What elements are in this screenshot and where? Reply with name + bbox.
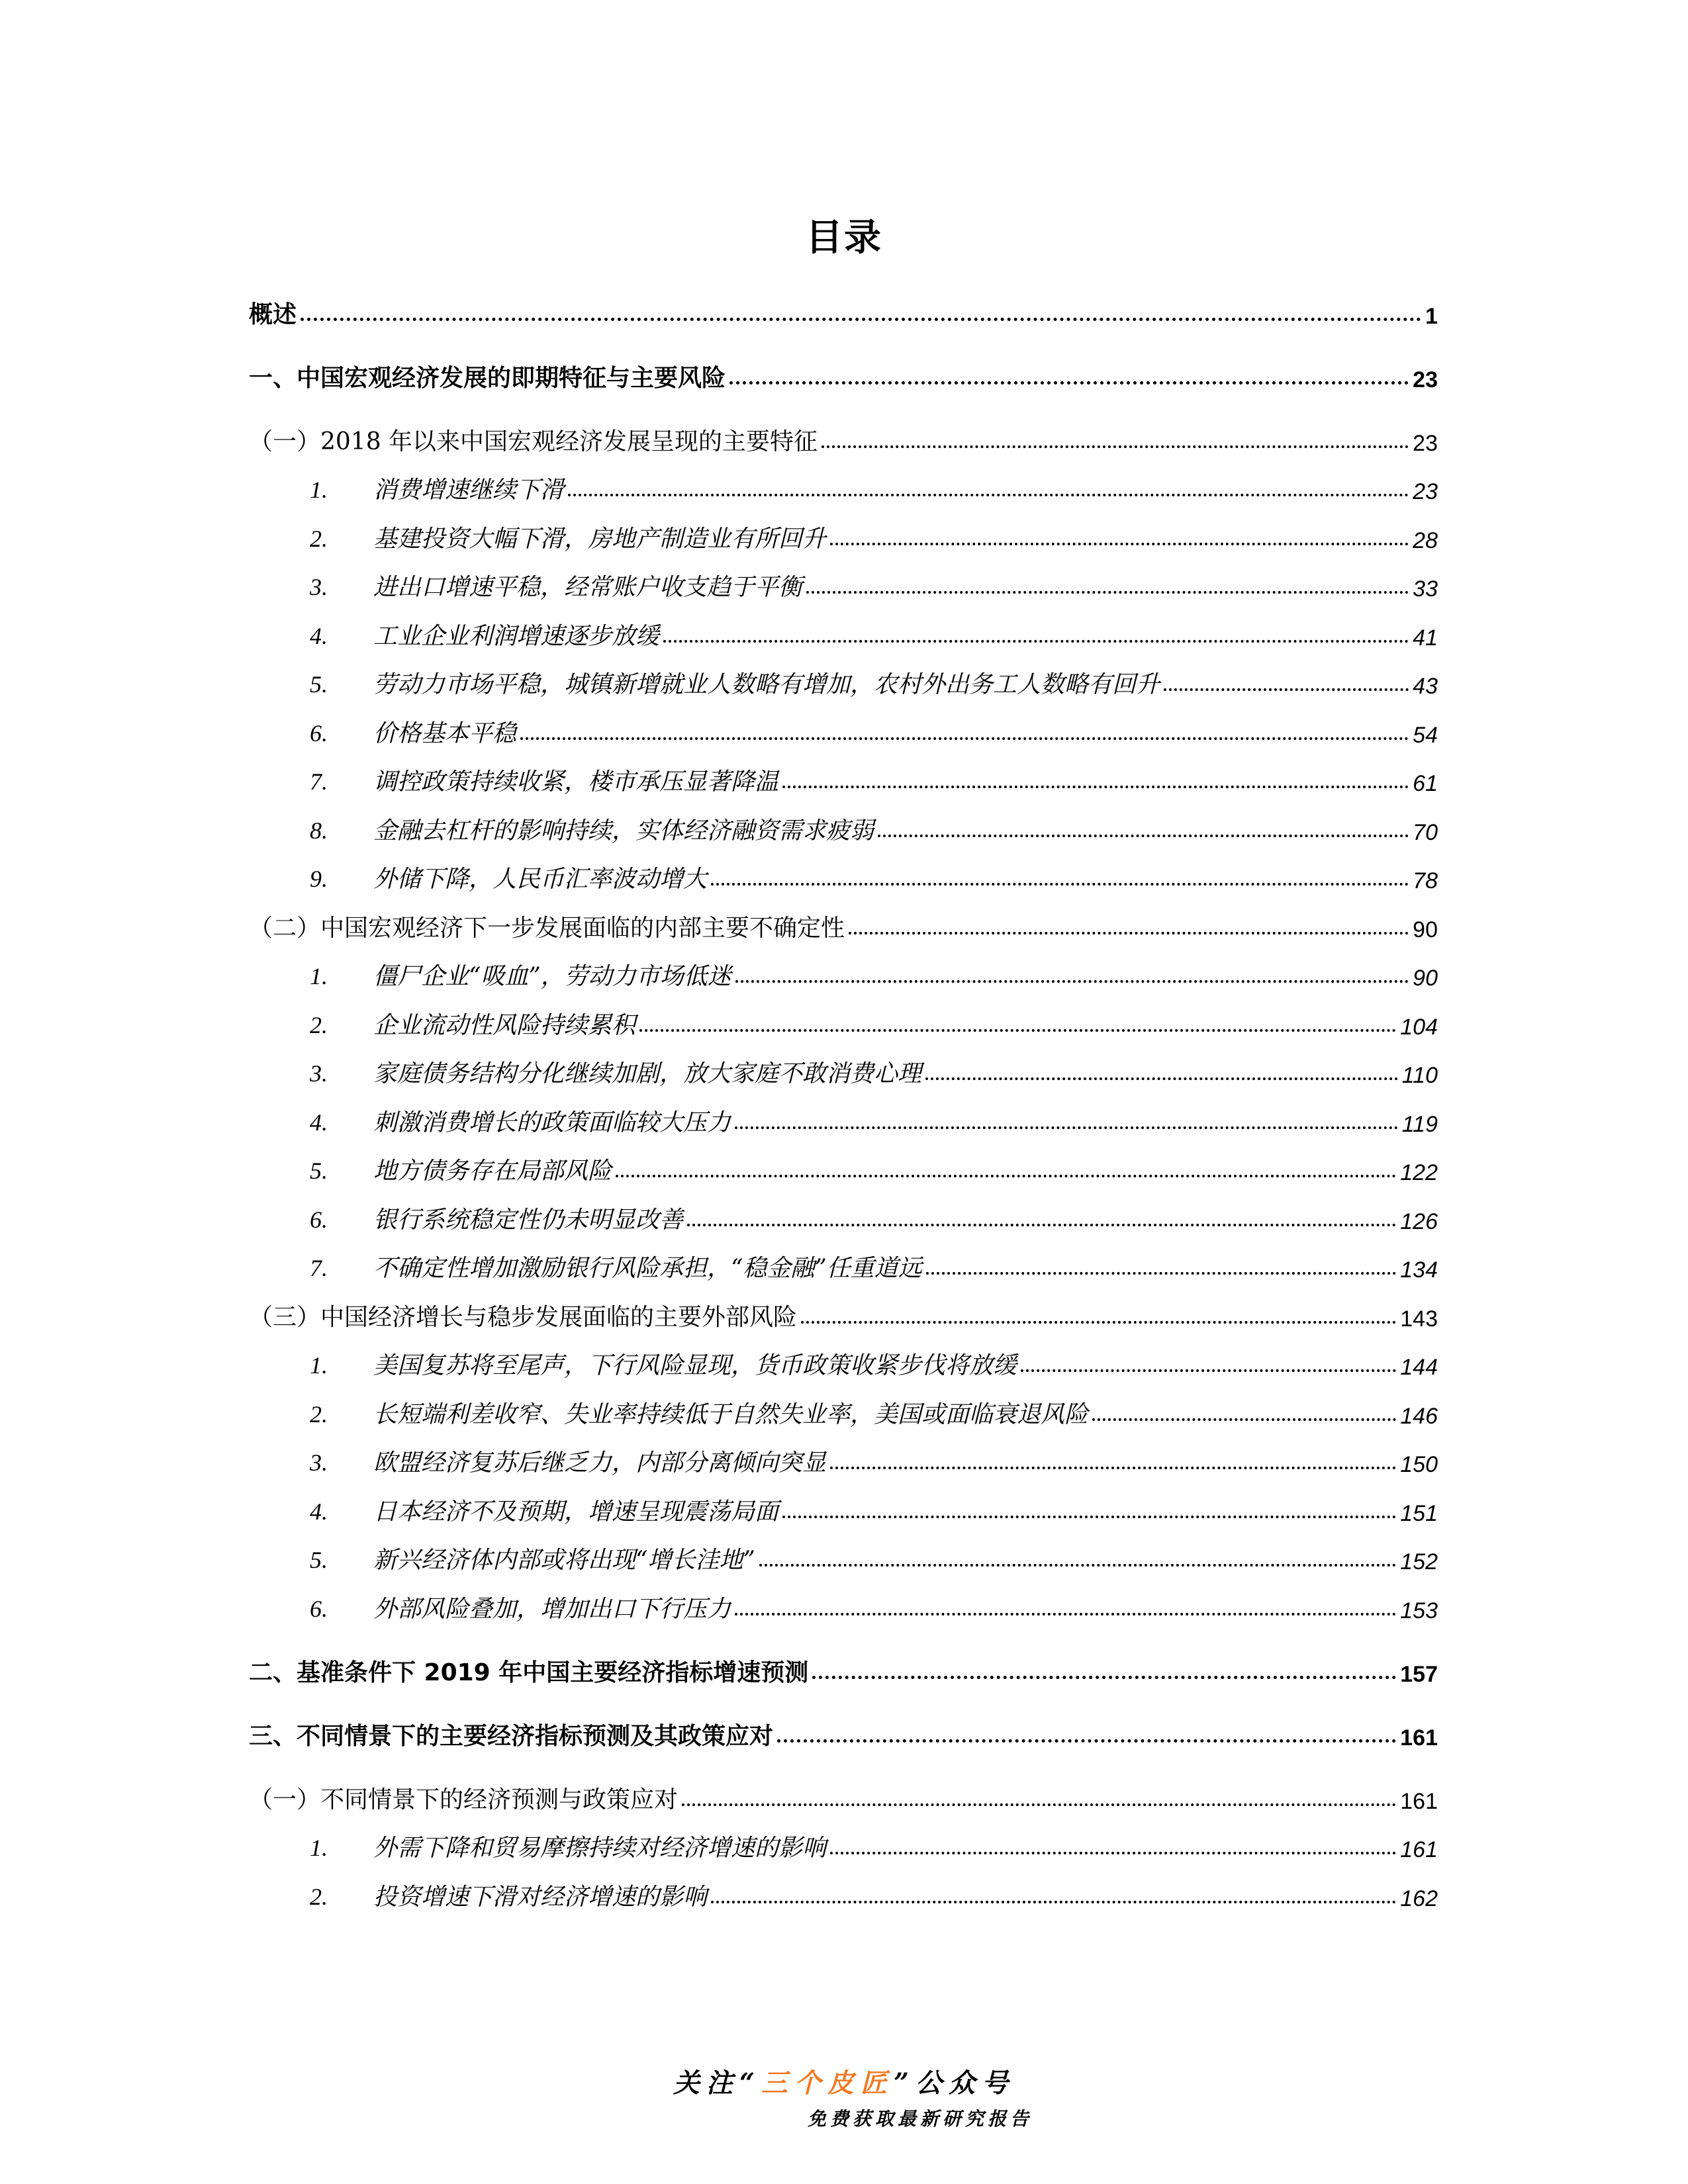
footer-highlight: 三个皮匠: [761, 2068, 894, 2099]
toc-dot-leader: [806, 591, 1409, 594]
toc-dot-leader: [1092, 1418, 1396, 1421]
toc-entry-label: [249, 520, 826, 554]
toc-entry-label: [249, 1444, 826, 1478]
toc-entry-text: 外部风险叠加，增加出口下行压力: [373, 1596, 731, 1623]
toc-page-number: 150: [1400, 1452, 1438, 1477]
toc-dot-leader: [1021, 1369, 1396, 1372]
toc-page-number: 1: [1425, 304, 1438, 329]
toc-entry-number: 6.: [310, 720, 328, 747]
toc-entry-text: （三）中国经济增长与稳步发展面临的主要外部风险: [249, 1304, 798, 1331]
toc-entry-text: 家庭债务结构分化继续加剧，放大家庭不敢消费心理: [373, 1060, 922, 1087]
toc-entry-text: （一）2018 年以来中国宏观经济发展呈现的主要特征: [249, 428, 818, 455]
toc-entry-text: 消费增速继续下滑: [373, 477, 565, 504]
toc-entry[interactable]: [249, 1001, 1438, 1040]
toc-page-number: 144: [1400, 1355, 1438, 1380]
toc-entry-label: [249, 909, 845, 943]
toc-page-number: 152: [1400, 1549, 1438, 1574]
toc-entry-number: 7.: [310, 1255, 328, 1281]
toc-entry-label: [249, 1717, 773, 1751]
toc-entry[interactable]: [249, 757, 1438, 797]
toc-entry-label: [249, 1104, 731, 1138]
toc-page-number: 41: [1413, 625, 1438, 651]
toc-entry-label: [249, 1781, 678, 1815]
toc-entry-number: 3.: [310, 1449, 328, 1476]
toc-entry-number: 4.: [310, 623, 328, 649]
toc-page-number: 122: [1400, 1160, 1438, 1185]
toc-page-number: 23: [1413, 367, 1438, 392]
toc-entry-number: 5.: [310, 671, 328, 698]
toc-entry-text: 基建投资大幅下滑，房地产制造业有所回升: [373, 525, 827, 553]
toc-entry-label: [249, 1152, 612, 1186]
toc-entry-label: [249, 1007, 635, 1040]
toc-dot-leader: [801, 1321, 1396, 1324]
toc-entry-text: （二）中国宏观经济下一步发展面临的内部主要不确定性: [249, 915, 845, 942]
footer-suffix: ”公众号: [894, 2068, 1015, 2099]
toc-dot-leader: [520, 737, 1409, 740]
toc-entry[interactable]: [249, 1487, 1438, 1527]
toc-dot-leader: [735, 1613, 1396, 1615]
toc-dot-leader: [782, 1516, 1396, 1518]
toc-entry[interactable]: [249, 563, 1438, 602]
toc-page-number: 157: [1400, 1662, 1438, 1687]
toc-entry-number: 1.: [310, 477, 328, 503]
toc-page-number: 54: [1413, 723, 1438, 748]
toc-entry-number: 6.: [310, 1206, 328, 1233]
toc-entry[interactable]: [249, 514, 1438, 554]
toc-entry[interactable]: [249, 1711, 1438, 1751]
toc-entry[interactable]: [249, 1341, 1438, 1381]
toc-entry-text: 金融去杠杆的影响持续，实体经济融资需求疲弱: [373, 817, 874, 844]
toc-entry-label: [249, 1347, 1017, 1381]
toc-dot-leader: [735, 1126, 1398, 1129]
toc-page-number: 143: [1400, 1306, 1438, 1332]
toc-entry-text: 刺激消费增长的政策面临较大压力: [373, 1109, 731, 1136]
toc-entry[interactable]: [249, 1872, 1438, 1912]
toc-dot-leader: [830, 543, 1409, 545]
toc-entry-number: 8.: [310, 817, 328, 844]
toc-entry-text: 进出口增速平稳，经常账户收支趋于平衡: [373, 574, 803, 601]
footer-promo: [0, 2065, 1688, 2102]
toc-entry[interactable]: [249, 290, 1438, 330]
toc-entry[interactable]: [249, 709, 1438, 749]
toc-entry-label: [249, 1201, 683, 1235]
toc-page-number: 162: [1400, 1886, 1438, 1911]
toc-entry-text: 三、不同情景下的主要经济指标预测及其政策应对: [249, 1723, 774, 1750]
toc-entry-number: 4.: [310, 1498, 328, 1525]
toc-entry[interactable]: [249, 1438, 1438, 1478]
toc-entry-text: 欧盟经济复苏后继乏力，内部分离倾向突显: [373, 1449, 827, 1477]
toc-entry-number: 4.: [310, 1109, 328, 1136]
footer-prefix: 关注“: [673, 2068, 761, 2099]
toc-entry[interactable]: [249, 1195, 1438, 1235]
toc-entry-label: [249, 1654, 808, 1688]
toc-dot-leader: [782, 786, 1409, 788]
toc-entry-number: 6.: [310, 1596, 328, 1622]
toc-page-number: 161: [1400, 1725, 1438, 1751]
toc-entry-label: [249, 471, 564, 505]
toc-entry-number: 1.: [310, 1352, 328, 1379]
toc-page-number: 146: [1400, 1404, 1438, 1429]
toc-entry-label: [249, 359, 726, 393]
toc-page-number: 161: [1400, 1837, 1438, 1862]
toc-entry[interactable]: [249, 903, 1438, 943]
toc-entry-label: [249, 1250, 922, 1283]
toc-dot-leader: [830, 1852, 1396, 1854]
toc-entry-label: [249, 1541, 755, 1575]
toc-page-number: 119: [1401, 1112, 1438, 1137]
toc-dot-leader: [821, 445, 1409, 448]
toc-page-number: 153: [1400, 1598, 1438, 1623]
toc-entry[interactable]: [249, 1775, 1438, 1815]
toc-entry-label: [249, 763, 778, 797]
toc-dot-leader: [663, 640, 1409, 643]
toc-dot-leader: [682, 1803, 1396, 1806]
toc-page-number: 78: [1413, 868, 1438, 893]
toc-dot-leader: [729, 381, 1409, 385]
toc-dot-leader: [925, 1077, 1398, 1080]
toc-entry-number: 1.: [310, 1835, 328, 1861]
toc-entry-text: 日本经济不及预期，增速呈现震荡局面: [373, 1498, 779, 1525]
toc-entry[interactable]: [249, 612, 1438, 651]
toc-entry-text: 概述: [249, 301, 297, 328]
toc-entry-text: 银行系统稳定性仍未明显改善: [373, 1206, 684, 1234]
toc-entry-label: [249, 423, 818, 457]
toc-dot-leader: [568, 494, 1409, 496]
toc-page-number: 90: [1413, 917, 1438, 942]
toc-page-number: 61: [1413, 771, 1438, 796]
toc-page-number: 43: [1413, 674, 1438, 699]
toc-entry-text: 地方债务存在局部风险: [373, 1158, 612, 1185]
toc-entry-number: 1.: [310, 963, 328, 989]
toc-entry-number: 7.: [310, 768, 328, 795]
toc-entry[interactable]: [249, 854, 1438, 894]
toc-entry-text: 投资增速下滑对经济增速的影响: [373, 1884, 708, 1911]
toc-entry[interactable]: [249, 1244, 1438, 1283]
toc-entry-text: 劳动力市场平稳，城镇新增就业人数略有增加，农村外出务工人数略有回升: [373, 671, 1160, 698]
toc-entry[interactable]: [249, 1535, 1438, 1575]
toc-entry-label: [249, 1493, 778, 1527]
toc-entry[interactable]: [249, 660, 1438, 700]
toc-entry-number: 5.: [310, 1158, 328, 1184]
toc-page-number: 126: [1400, 1209, 1438, 1234]
toc-entry-label: [249, 860, 707, 894]
toc-page-number: 33: [1413, 576, 1438, 602]
toc-entry[interactable]: [249, 1390, 1438, 1430]
toc-entry-label: [249, 715, 516, 749]
toc-entry-text: 新兴经济体内部或将出现“增长洼地”: [373, 1547, 755, 1574]
toc-entry-label: [249, 1590, 731, 1624]
toc-entry-text: 一、中国宏观经济发展的即期特征与主要风险: [249, 365, 726, 392]
toc-dot-leader: [849, 932, 1409, 934]
toc-entry-label: [249, 1298, 797, 1332]
toc-entry[interactable]: [249, 1648, 1438, 1688]
toc-entry[interactable]: [249, 417, 1438, 457]
toc-page-number: 28: [1413, 528, 1438, 553]
toc-page-number: 70: [1413, 820, 1438, 845]
toc-entry-number: 2.: [310, 1884, 328, 1910]
toc-entry[interactable]: [249, 1098, 1438, 1138]
toc-entry-text: 企业流动性风险持续累积: [373, 1012, 636, 1039]
toc-page-number: 161: [1400, 1789, 1438, 1814]
toc-entry-number: 5.: [310, 1547, 328, 1573]
toc-dot-leader: [1164, 688, 1409, 691]
toc-entry-label: [249, 1055, 921, 1089]
toc-dot-leader: [735, 980, 1409, 983]
toc-page-number: 110: [1401, 1063, 1438, 1088]
toc-entry-number: 9.: [310, 866, 328, 892]
toc-dot-leader: [711, 1901, 1396, 1903]
toc-entry[interactable]: [249, 1293, 1438, 1332]
toc-entry-label: [249, 812, 874, 846]
toc-entry-number: 2.: [310, 1012, 328, 1038]
toc-entry-label: [249, 666, 1160, 700]
toc-dot-leader: [759, 1564, 1396, 1567]
toc-entry-label: [249, 569, 802, 602]
toc-dot-leader: [878, 835, 1409, 837]
toc-entry[interactable]: [249, 1584, 1438, 1624]
toc-page-number: 90: [1413, 966, 1438, 991]
toc-entry-label: [249, 1396, 1088, 1430]
toc-dot-leader: [926, 1272, 1396, 1275]
toc-entry[interactable]: [249, 465, 1438, 505]
toc-page-number: 134: [1400, 1257, 1438, 1283]
toc-entry-text: 长短端利差收窄、失业率持续低于自然失业率，美国或面临衰退风险: [373, 1401, 1089, 1428]
toc-entry-text: 美国复苏将至尾声，下行风险显现，货币政策收紧步伐将放缓: [373, 1352, 1017, 1379]
toc-dot-leader: [639, 1029, 1396, 1032]
toc-entry[interactable]: [249, 1146, 1438, 1186]
toc-entry-label: [249, 617, 659, 651]
toc-dot-leader: [301, 318, 1421, 321]
toc-page-number: 104: [1400, 1015, 1438, 1040]
toc-entry-label: [249, 1878, 707, 1912]
toc-page-number: 151: [1400, 1501, 1438, 1526]
toc-entry-text: 价格基本平稳: [373, 720, 517, 747]
toc-entry-text: 工业企业利润增速逐步放缓: [373, 623, 660, 650]
page-title: 目录: [806, 216, 882, 259]
toc-entry-number: 2.: [310, 525, 328, 552]
toc-entry-text: 外需下降和贸易摩擦持续对经济增速的影响: [373, 1835, 827, 1862]
toc-dot-leader: [711, 883, 1409, 886]
toc-entry-label: [249, 958, 731, 991]
toc-entry-number: 3.: [310, 574, 328, 600]
footer-subtitle: 免费获取最新研究报告: [807, 2108, 1033, 2130]
toc-entry-label: [249, 1829, 826, 1863]
toc-entry-number: 2.: [310, 1401, 328, 1428]
toc-entry[interactable]: [249, 806, 1438, 846]
toc-entry-label: [249, 296, 297, 330]
toc-entry-text: 僵尸企业“吸血”，劳动力市场低迷: [373, 963, 731, 990]
toc-entry-number: 3.: [310, 1060, 328, 1087]
toc-dot-leader: [812, 1676, 1396, 1679]
toc-dot-leader: [830, 1467, 1396, 1469]
toc-entry[interactable]: [249, 952, 1438, 991]
toc-entry-text: 调控政策持续收紧，楼市承压显著降温: [373, 768, 779, 796]
toc-entry-text: 不确定性增加激励银行风险承担，“稳金融”任重道远: [373, 1255, 922, 1282]
toc-entry-text: （一）不同情景下的经济预测与政策应对: [249, 1786, 679, 1813]
toc-entry-text: 外储下降，人民币汇率波动增大: [373, 866, 708, 893]
toc-entry[interactable]: [249, 353, 1438, 393]
toc-dot-leader: [616, 1175, 1396, 1177]
toc-page-number: 23: [1413, 479, 1438, 504]
toc-dot-leader: [687, 1224, 1396, 1226]
toc-dot-leader: [777, 1739, 1396, 1743]
toc-page-number: 23: [1413, 431, 1438, 456]
toc-entry[interactable]: [249, 1049, 1438, 1089]
toc-entry-text: 二、基准条件下 2019 年中国主要经济指标增速预测: [249, 1659, 809, 1686]
toc-entry[interactable]: [249, 1823, 1438, 1863]
